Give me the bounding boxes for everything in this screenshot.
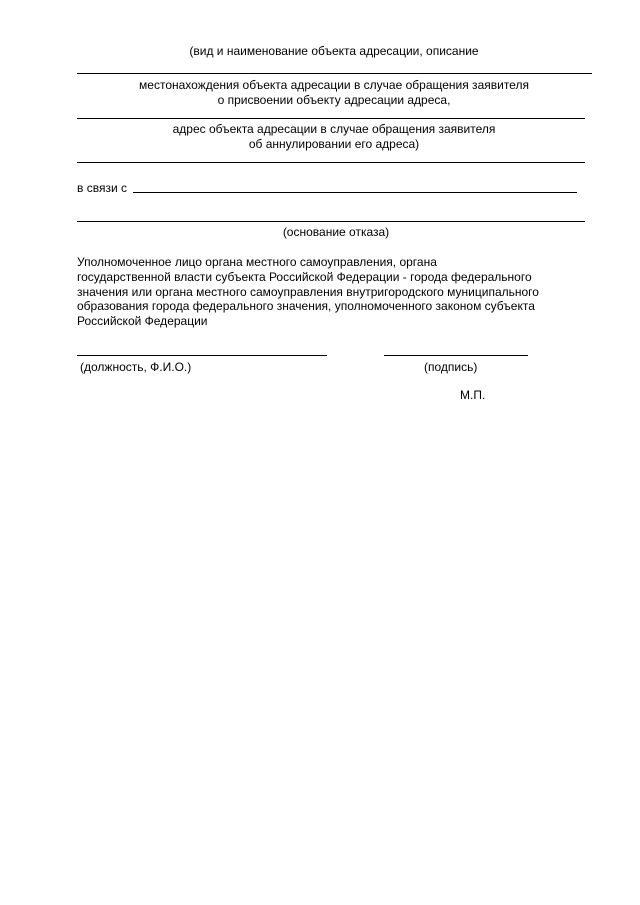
- authorized-person-line: образования города федерального значения, уполномоченного законом субъекта: [77, 299, 535, 314]
- authorized-person-line: Уполномоченное лицо органа местного самоуправления, органа: [77, 255, 437, 269]
- caption-address-line2: об аннулировании его адреса): [248, 137, 420, 151]
- fill-line-reason-inline: [133, 192, 577, 193]
- caption-position-name: (должность, Ф.И.О.): [80, 360, 192, 374]
- caption-object-type: (вид и наименование объекта адресации, описание: [189, 44, 479, 58]
- caption-signature: (подпись): [424, 360, 478, 374]
- authorized-person-text: [77, 255, 597, 329]
- fill-line-object-address: [77, 162, 585, 163]
- authorized-person-line: государственной власти субъекта Российской Федерации - города федерального: [77, 269, 532, 284]
- authorized-person-line: значения или органа местного самоуправления внутригородского муниципального: [77, 284, 539, 299]
- in-connection-label: в связи с: [77, 181, 127, 195]
- fill-line-position-name: [77, 355, 327, 356]
- caption-refusal-reason: (основание отказа): [282, 225, 390, 239]
- seal-label: М.П.: [460, 388, 486, 402]
- caption-location-line2: о присвоении объекту адресации адреса,: [217, 93, 451, 107]
- fill-line-object-description: [77, 73, 592, 74]
- caption-address-line1: адрес объекта адресации в случае обращения заявителя: [172, 122, 496, 136]
- fill-line-signature: [384, 355, 528, 356]
- fill-line-reason: [77, 221, 585, 222]
- fill-line-object-location: [77, 118, 585, 119]
- authorized-person-line: Российской Федерации: [77, 314, 208, 329]
- caption-location-line1: местонахождения объекта адресации в случае обращения заявителя: [139, 78, 529, 92]
